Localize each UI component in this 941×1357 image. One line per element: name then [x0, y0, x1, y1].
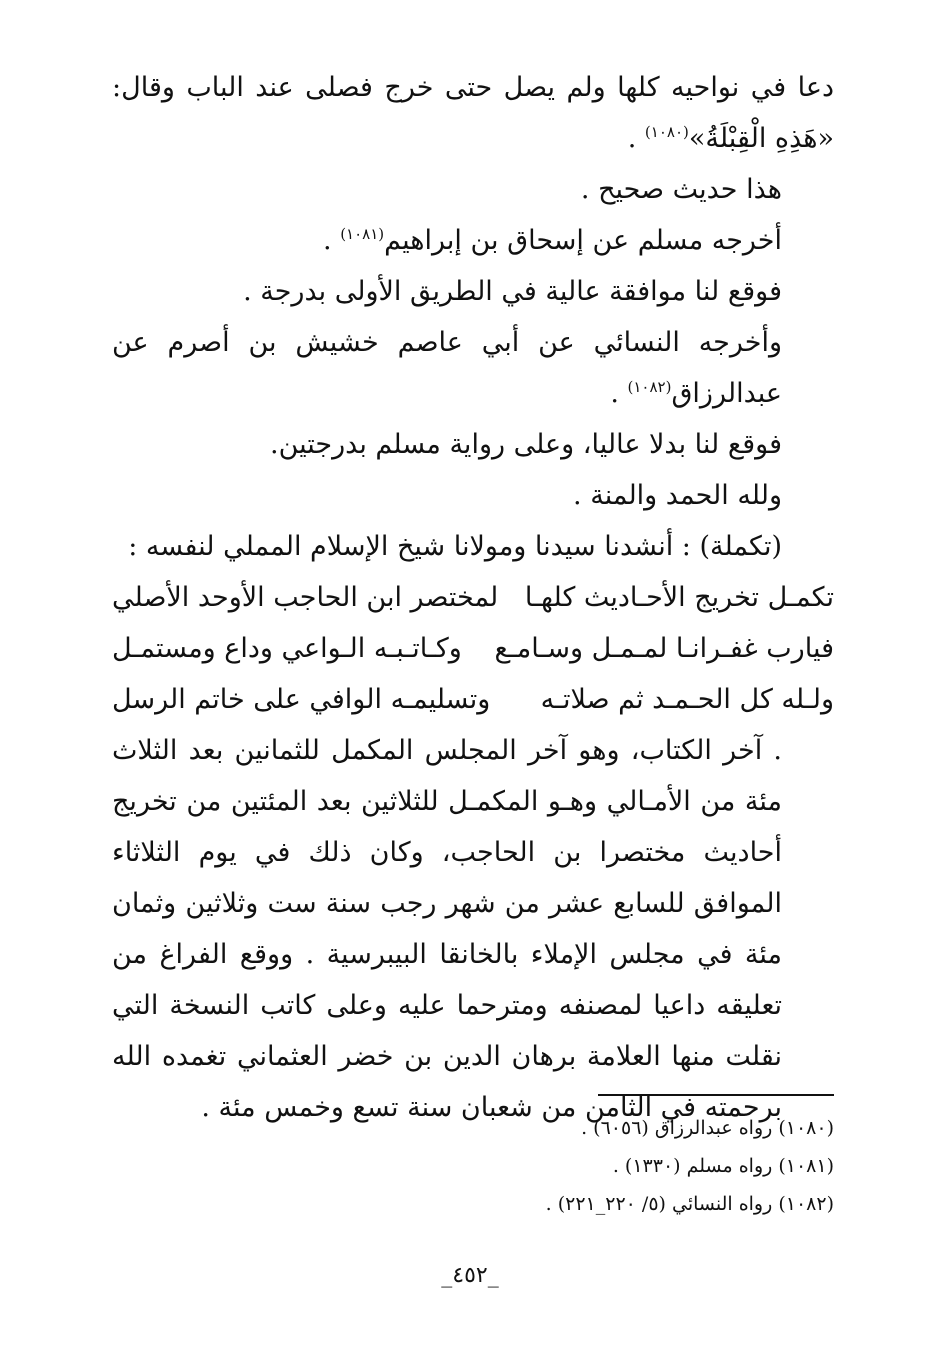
takmila-line: (تكملة) : أنشدنا سيدنا ومولانا شيخ الإسلام المملي لنفسه :: [128, 531, 782, 562]
footnote-ref-1082[interactable]: (١٠٨٢): [627, 378, 672, 396]
verse-first-hemistich: فيارب غفـرانـا لمـمـل وسـامـع: [494, 633, 834, 664]
verse-second-hemistich: وتسليمـه الوافي على خاتم الرسل: [112, 684, 491, 715]
hadith-text: دعا في نواحيه كلها ولم يصل حتى خرج فصلى عند الباب وقال: «هَذِهِ الْقِبْلَةُ»: [112, 72, 834, 154]
verse-second-hemistich: وكـاتـبـه الـواعي وداع ومستمـل: [112, 633, 462, 664]
punctuation: .: [323, 225, 341, 256]
verse-second-hemistich: لمختصر ابن الحاجب الأوحد الأصلي: [112, 582, 499, 613]
badal-line: فوقع لنا بدلا عاليا، وعلى رواية مسلم بدرجتين.: [269, 429, 782, 460]
grading-line: هذا حديث صحيح .: [580, 174, 782, 205]
poem-verse: [112, 623, 834, 674]
footnotes: [300, 1109, 834, 1223]
main-text: [112, 62, 834, 1133]
verse-first-hemistich: ولـله كل الحـمـد ثم صلاتـه: [540, 684, 834, 715]
punctuation: .: [627, 123, 645, 154]
colophon-paragraph: . آخر الكتاب، وهو آخر المجلس المكمل للثمانين بعد الثلاث مئة من الأمـالي وهـو المكمـل للثلاثين بعد المئتين من تخريج أحاديث مختصرا بن الحاجب، وكان ذلك في يوم الثلاثاء الموافق للسابع عشر من شهر رجب سنة ست وثلاثين وثمان مئة في مجلس الإملاء بالخانقا البيبرسية . ووقع الفراغ من تعليقه داعيا لمصنفه ومترحما عليه وعلى كاتب النسخة التي نقلت منها العلامة برهان الدين بن خضر العثماني تغمده الله برحمته في الثامن من شعبان سنة تسع وخمس مئة .: [112, 735, 783, 1123]
takhrij-line-nasai: [112, 317, 834, 419]
hamd-line: ولله الحمد والمنة .: [573, 480, 782, 511]
hadith-paragraph: [112, 62, 834, 164]
verse-first-hemistich: تكمـل تخريج الأحـاديث كلهـا: [524, 582, 834, 613]
footnote-1080: (١٠٨٠) رواه عبدالرزاق (٦٠٥٦) .: [581, 1117, 834, 1139]
muwafaqa-line: فوقع لنا موافقة عالية في الطريق الأولى بدرجة .: [243, 276, 782, 307]
takhrij-line-muslim: [112, 215, 834, 266]
footnote-ref-1080[interactable]: (١٠٨٠): [644, 123, 689, 141]
footnote-ref-1081[interactable]: (١٠٨١): [340, 225, 385, 243]
footnote-separator: [598, 1094, 834, 1096]
poem-verse: [112, 674, 834, 725]
poem-verse: [112, 572, 834, 623]
takhrij-nasai-text: وأخرجه النسائي عن أبي عاصم خشيش بن أصرم عن عبدالرزاق: [112, 327, 782, 409]
footnote-1081: (١٠٨١) رواه مسلم (١٣٣٠) .: [612, 1155, 834, 1177]
poem: [112, 572, 834, 725]
takhrij-muslim-text: أخرجه مسلم عن إسحاق بن إبراهيم: [384, 225, 782, 256]
punctuation: .: [610, 378, 628, 409]
page-number: _٤٥٢_: [441, 1263, 499, 1288]
footnote-1082: (١٠٨٢) رواه النسائي (٥/ ٢٢٠_٢٢١) .: [545, 1193, 834, 1215]
